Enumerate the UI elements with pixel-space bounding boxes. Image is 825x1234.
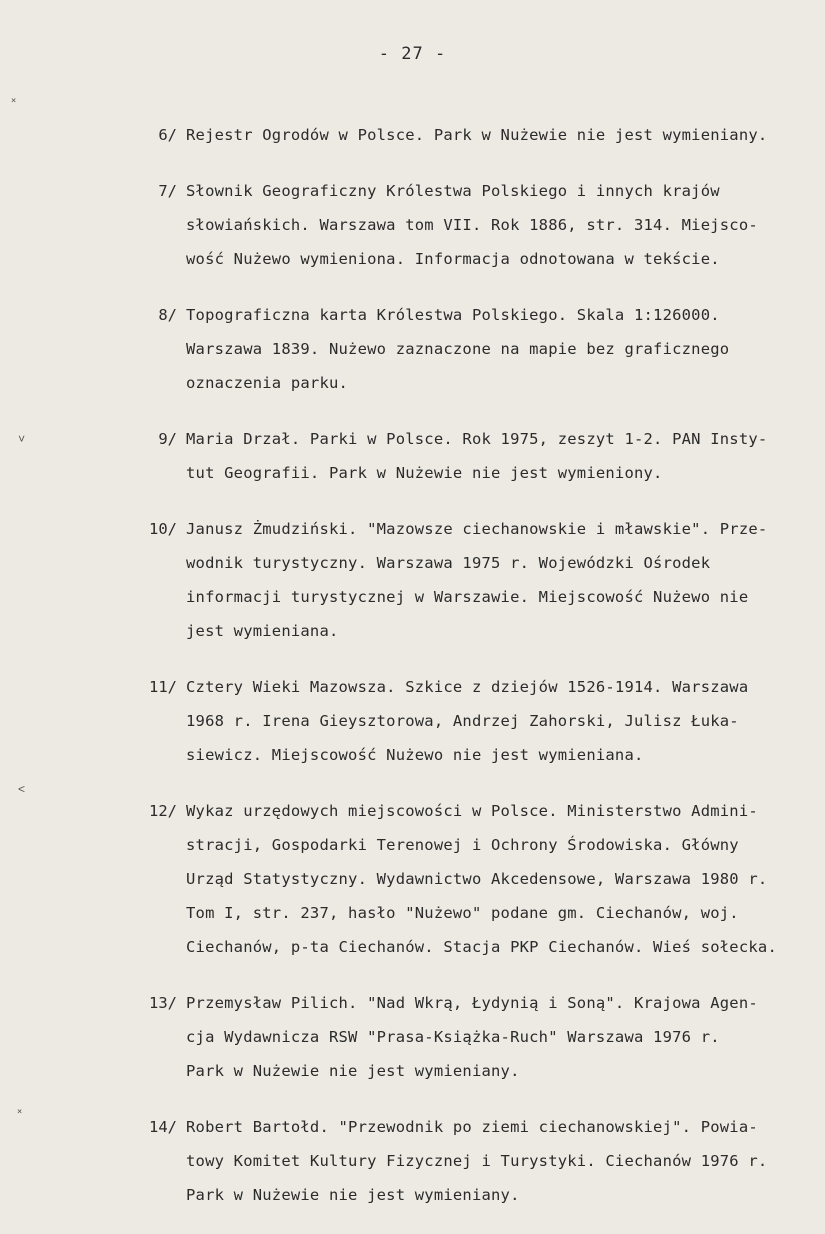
- entry-line: jest wymieniana.: [186, 622, 339, 640]
- page-number: - 27 -: [378, 44, 447, 64]
- bibliography-entry: [0, 512, 825, 648]
- entry-line: Robert Bartołd. "Przewodnik po ziemi ciechanowskiej". Powia-: [186, 1118, 758, 1136]
- entry-text: [186, 670, 816, 772]
- entry-text: [186, 986, 816, 1088]
- entry-text: [186, 298, 816, 400]
- entry-line: Słownik Geograficzny Królestwa Polskiego i innych krajów: [186, 182, 720, 200]
- bibliography-entry: [0, 1110, 825, 1212]
- entry-line: Ciechanów, p-ta Ciechanów. Stacja PKP Ciechanów. Wieś sołecka.: [186, 938, 777, 956]
- margin-mark: ˟: [16, 1107, 24, 1121]
- entry-line: informacji turystycznej w Warszawie. Miejscowość Nużewo nie: [186, 588, 749, 606]
- entry-line: Janusz Żmudziński. "Mazowsze ciechanowskie i mławskie". Prze-: [186, 520, 768, 538]
- entry-line: Wykaz urzędowych miejscowości w Polsce. Ministerstwo Admini-: [186, 802, 758, 820]
- entry-line: Przemysław Pilich. "Nad Wkrą, Łydynią i Soną". Krajowa Agen-: [186, 994, 758, 1012]
- entry-text: [186, 174, 816, 276]
- entry-line: Park w Nużewie nie jest wymieniany.: [186, 1062, 520, 1080]
- bibliography-entry: [0, 298, 825, 400]
- entry-number: 13/: [149, 994, 177, 1012]
- entry-line: towy Komitet Kultury Fizycznej i Turystyki. Ciechanów 1976 r.: [186, 1152, 768, 1170]
- entry-line: Cztery Wieki Mazowsza. Szkice z dziejów 1526-1914. Warszawa: [186, 678, 749, 696]
- entry-line: tut Geografii. Park w Nużewie nie jest wymieniony.: [186, 464, 663, 482]
- entry-line: Park w Nużewie nie jest wymieniany.: [186, 1186, 520, 1204]
- entry-line: Tom I, str. 237, hasło "Nużewo" podane gm. Ciechanów, woj.: [186, 904, 739, 922]
- entry-line: stracji, Gospodarki Terenowej i Ochrony Środowiska. Główny: [186, 836, 739, 854]
- entry-line: oznaczenia parku.: [186, 374, 349, 392]
- entry-number: 6/: [158, 126, 177, 144]
- bibliography-entry: [0, 670, 825, 772]
- entry-line: Topograficzna karta Królestwa Polskiego. Skala 1:126000.: [186, 306, 720, 324]
- entry-text: [186, 512, 816, 648]
- entry-number: 14/: [149, 1118, 177, 1136]
- bibliography-entry: [0, 986, 825, 1088]
- entry-line: Rejestr Ogrodów w Polsce. Park w Nużewie nie jest wymieniany.: [186, 126, 768, 144]
- entry-number: 9/: [158, 430, 177, 448]
- entry-line: Urząd Statystyczny. Wydawnictwo Akcedensowe, Warszawa 1980 r.: [186, 870, 768, 888]
- entry-text: [186, 794, 816, 964]
- entry-line: wodnik turystyczny. Warszawa 1975 r. Wojewódzki Ośrodek: [186, 554, 711, 572]
- bibliography-entry: [0, 794, 825, 964]
- bibliography-entry: [0, 174, 825, 276]
- entry-line: cja Wydawnicza RSW "Prasa-Książka-Ruch" Warszawa 1976 r.: [186, 1028, 720, 1046]
- margin-mark: ˟: [10, 96, 18, 110]
- entry-line: Warszawa 1839. Nużewo zaznaczone na mapie bez graficznego: [186, 340, 730, 358]
- entry-line: słowiańskich. Warszawa tom VII. Rok 1886, str. 314. Miejsco-: [186, 216, 758, 234]
- margin-mark: ˂: [18, 782, 26, 796]
- entry-line: Maria Drzał. Parki w Polsce. Rok 1975, zeszyt 1-2. PAN Insty-: [186, 430, 768, 448]
- margin-mark: ˅: [18, 432, 26, 446]
- bibliography-list: [0, 118, 825, 1234]
- entry-text: [186, 422, 816, 490]
- bibliography-entry: [0, 422, 825, 490]
- entry-text: [186, 1110, 816, 1212]
- entry-number: 11/: [149, 678, 177, 696]
- entry-line: wość Nużewo wymieniona. Informacja odnotowana w tekście.: [186, 250, 720, 268]
- entry-number: 8/: [158, 306, 177, 324]
- bibliography-entry: [0, 118, 825, 152]
- entry-number: 12/: [149, 802, 177, 820]
- entry-number: 7/: [158, 182, 177, 200]
- entry-text: [186, 118, 816, 152]
- entry-line: 1968 r. Irena Gieysztorowa, Andrzej Zahorski, Julisz Łuka-: [186, 712, 739, 730]
- entry-line: siewicz. Miejscowość Nużewo nie jest wymieniana.: [186, 746, 644, 764]
- entry-number: 10/: [149, 520, 177, 538]
